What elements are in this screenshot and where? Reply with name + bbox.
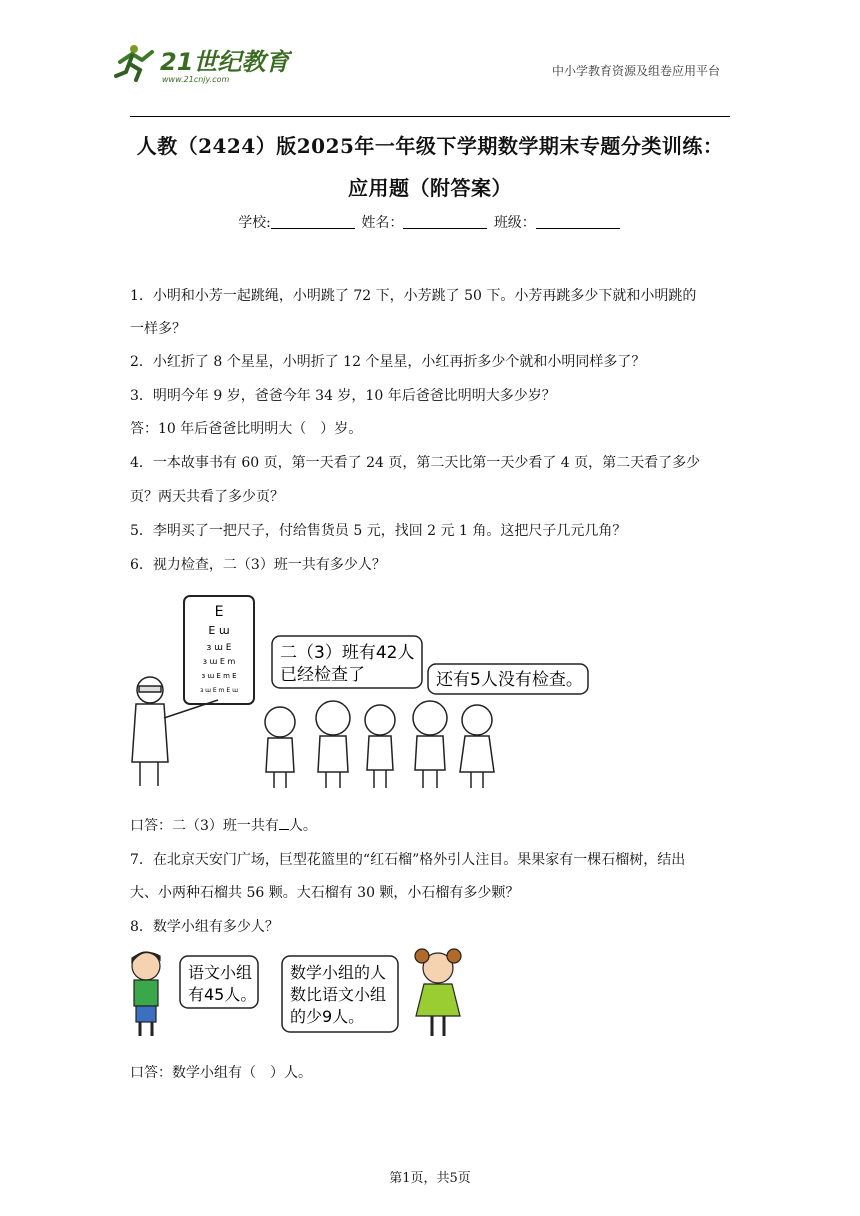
class-label: 班级： xyxy=(493,215,536,231)
girl-figure xyxy=(415,949,461,1036)
question-6-answer: 口答：二（3）班一共有 人。 xyxy=(130,818,317,834)
eye-chart-row-3: ɜ ɯ E xyxy=(206,643,232,653)
eye-chart-row-2: E ɯ xyxy=(208,624,230,637)
question-7-line1: 7．在北京天安门广场，巨型花篮里的“红石榴”格外引人注目。果果家有一棵石榴树，结出 xyxy=(130,852,686,868)
svg-text:二（3）班有42人: 二（3）班有42人 xyxy=(280,643,415,663)
question-6: 6．视力检查，二（3）班一共有多少人？ xyxy=(130,557,386,573)
svg-text:有45人。: 有45人。 xyxy=(188,985,257,1004)
document-title-line2: 应用题（附答案） xyxy=(348,176,512,200)
boy-figure xyxy=(132,952,160,1036)
eye-chart-row-6: ɜ ɯ E m E ɯ xyxy=(200,687,238,694)
header-divider xyxy=(130,116,730,117)
header-platform-text: 中小学教育资源及组卷应用平台 xyxy=(551,64,720,78)
student-info-line xyxy=(0,212,860,232)
name-label: 姓名： xyxy=(361,215,404,231)
svg-text:已经检查了: 已经检查了 xyxy=(280,665,365,685)
question-4-line2: 页？两天共看了多少页？ xyxy=(130,489,284,505)
school-blank[interactable] xyxy=(271,214,355,229)
children-group xyxy=(265,701,494,788)
question-3-answer: 答：10 年后爸爸比明明大（ ）岁。 xyxy=(130,421,363,437)
answer-blank[interactable] xyxy=(279,817,289,830)
boy-speech-bubble xyxy=(180,956,258,1008)
svg-text:的少9人。: 的少9人。 xyxy=(290,1007,365,1026)
speech-bubble-42 xyxy=(272,636,422,688)
study-group-illustration xyxy=(126,944,471,1044)
svg-text:还有5人没有检查。: 还有5人没有检查。 xyxy=(436,670,583,690)
question-4-line1: 4．一本故事书有 60 页，第一天看了 24 页，第二天比第一天少看了 4 页，第二天看了多少 xyxy=(130,455,701,471)
question-3: 3．明明今年 9 岁，爸爸今年 34 岁，10 年后爸爸比明明大多少岁？ xyxy=(130,388,556,404)
class-blank[interactable] xyxy=(536,214,620,229)
name-blank[interactable] xyxy=(403,214,487,229)
eye-chart xyxy=(184,596,254,704)
question-1-line1: 1．小明和小芳一起跳绳，小明跳了 72 下，小芳跳了 50 下。小芳再跳多少下就和小明跳的 xyxy=(130,288,697,304)
svg-text:语文小组: 语文小组 xyxy=(188,963,253,982)
svg-text:数学小组的人: 数学小组的人 xyxy=(290,963,387,982)
document-title-line1: 人教（2424）版2025年一年级下学期数学期末专题分类训练： xyxy=(136,134,724,158)
svg-text:数比语文小组: 数比语文小组 xyxy=(290,985,387,1004)
site-logo xyxy=(112,40,292,86)
eye-chart-row-5: ɜ ɯ E m E xyxy=(201,672,237,680)
question-1-line2: 一样多？ xyxy=(130,321,186,337)
page-footer: 第1页，共5页 xyxy=(389,1171,471,1186)
school-label: 学校: xyxy=(238,215,271,231)
girl-speech-bubble xyxy=(282,956,398,1032)
logo-text: 21世纪教育 xyxy=(160,48,290,76)
eye-chart-row-4: ɜ ɯ E m xyxy=(202,657,236,666)
logo-url: www.21cnjy.com xyxy=(162,75,230,84)
question-5: 5．李明买了一把尺子，付给售货员 5 元，找回 2 元 1 角。这把尺子几元几角？ xyxy=(130,523,627,539)
runner-icon xyxy=(116,45,152,80)
eye-chart-row-1: E xyxy=(214,604,224,620)
question-8: 8．数学小组有多少人？ xyxy=(130,919,279,935)
question-2: 2．小红折了 8 个星星，小明折了 12 个星星，小红再折多少个就和小明同样多了？ xyxy=(130,354,646,370)
eye-exam-illustration xyxy=(128,592,598,792)
question-8-answer: 口答：数学小组有（ ）人。 xyxy=(130,1065,312,1081)
speech-bubble-5 xyxy=(428,664,588,694)
question-7-line2: 大、小两种石榴共 56 颗。大石榴有 30 颗，小石榴有多少颗？ xyxy=(130,885,520,901)
